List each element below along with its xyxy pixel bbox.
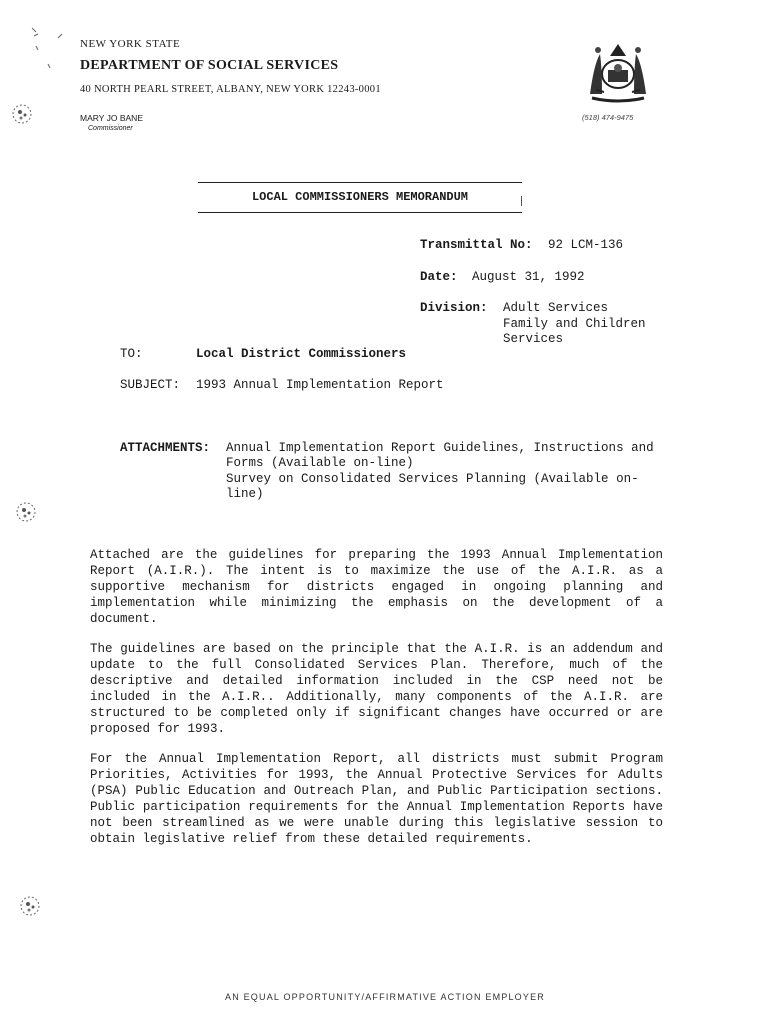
memo-rule-bottom — [198, 212, 522, 213]
scan-speck-icon — [12, 498, 40, 526]
subject-value: 1993 Annual Implementation Report — [196, 378, 444, 392]
memo-rule-top — [198, 182, 522, 183]
letterhead-phone: (518) 474-9475 — [582, 113, 634, 122]
attachment-line: line) — [226, 487, 264, 501]
body-paragraph: The guidelines are based on the principle that the A.I.R. is an addendum and update to the full Consolidated Services Plan. Therefore, much of the descriptive and detailed information included in the CSP need not be included in the A.I.R.. Additionally, many components of the A.I.R. are structured to be completed only if significant changes have occurred or are proposed for 1993. — [90, 642, 663, 736]
scan-speck-icon — [16, 892, 44, 920]
date-label: Date: — [420, 270, 458, 284]
transmittal-label: Transmittal No: — [420, 238, 533, 252]
letterhead-department: DEPARTMENT OF SOCIAL SERVICES — [80, 58, 339, 73]
division-line: Services — [503, 332, 564, 346]
scan-speck-icon — [8, 100, 36, 128]
to-value: Local District Commissioners — [196, 347, 407, 361]
date-value: August 31, 1992 — [472, 270, 585, 284]
division-line: Family and Children — [503, 317, 646, 331]
division-label: Division: — [420, 301, 488, 315]
commissioner-name: MARY JO BANE — [80, 113, 143, 123]
memo-rule-tick — [521, 196, 522, 206]
memo-title: LOCAL COMMISSIONERS MEMORANDUM — [251, 190, 469, 204]
body-paragraph: For the Annual Implementation Report, all districts must submit Program Priorities, Activities for 1993, the Annual Protective Services for Adults (PSA) Public Education and Outreach Plan, and Public Participation sections. Public participation requirements for the Annual Implementation Reports have not been streamlined as we were unable during this legislative session to obtain legislative relief from these detailed requirements. — [90, 752, 663, 846]
to-label: TO: — [120, 347, 143, 361]
attachment-line: Forms (Available on-line) — [226, 456, 414, 470]
letterhead-address: 40 NORTH PEARL STREET, ALBANY, NEW YORK 12243-0001 — [80, 84, 381, 95]
state-seal-icon — [580, 34, 656, 106]
transmittal-value: 92 LCM-136 — [548, 238, 624, 252]
body-paragraph: Attached are the guidelines for preparing the 1993 Annual Implementation Report (A.I.R.). The intent is to maximize the use of the A.I.R. as a supportive mechanism for districts engaged in ongoing planning and implementation while minimizing the emphasis on the development of a document. — [90, 548, 663, 626]
attachment-line: Survey on Consolidated Services Planning (Available on- — [226, 472, 639, 486]
attachment-line: Annual Implementation Report Guidelines, Instructions and — [226, 441, 654, 455]
division-line: Adult Services — [503, 301, 609, 315]
attachments-label: ATTACHMENTS: — [120, 441, 211, 455]
subject-label: SUBJECT: — [120, 378, 181, 392]
scan-mark-icon — [28, 24, 68, 74]
commissioner-title: Commissioner — [88, 125, 133, 132]
footer-employer-statement: AN EQUAL OPPORTUNITY/AFFIRMATIVE ACTION EMPLOYER — [225, 992, 545, 1002]
letterhead-state: NEW YORK STATE — [80, 38, 181, 50]
